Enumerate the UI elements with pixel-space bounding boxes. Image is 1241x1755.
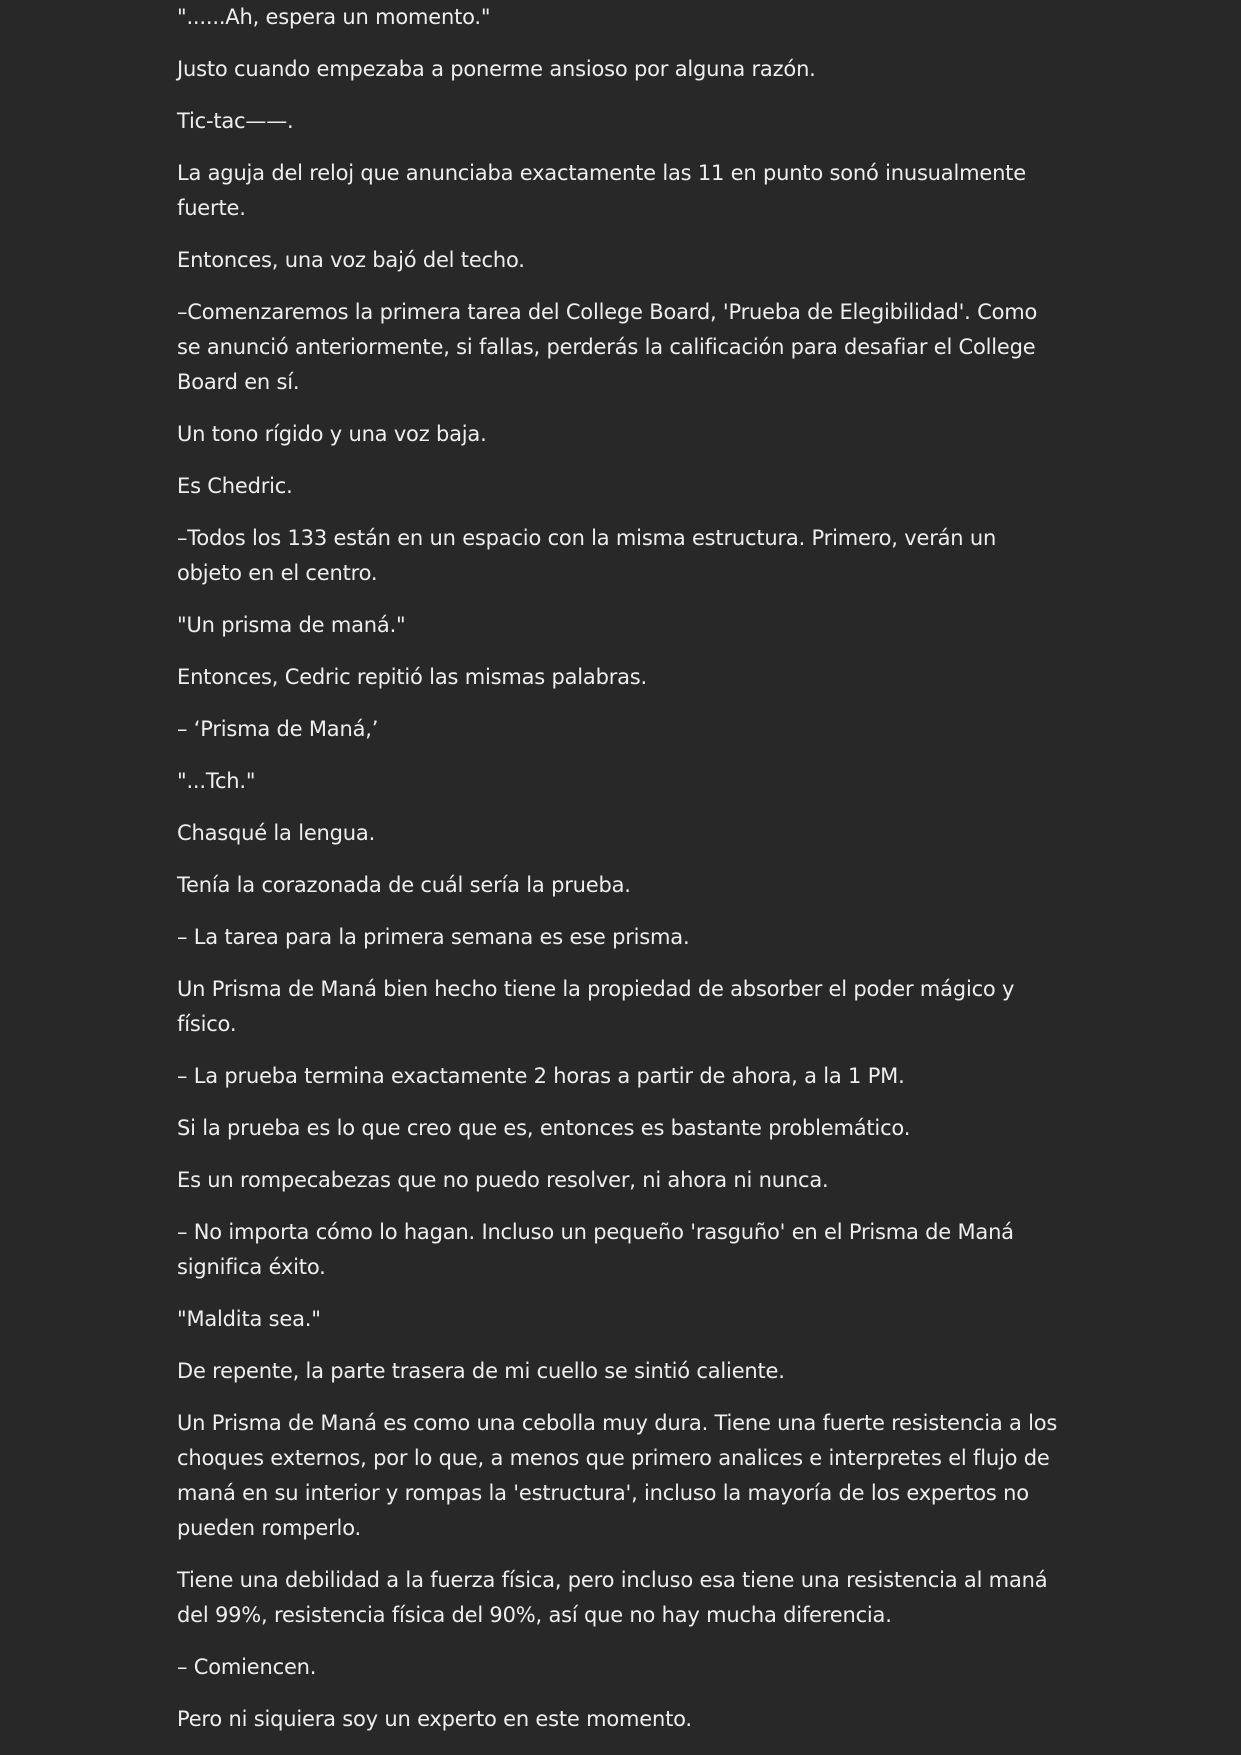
- paragraph: Es Chedric.: [177, 474, 293, 498]
- paragraph: De repente, la parte trasera de mi cuello se sintió caliente.: [177, 1359, 785, 1383]
- paragraph: –Comenzaremos la primera tarea del College Board, 'Prueba de Elegibilidad'. Como se anunció anteriormente, si fallas, perderás la calificación para desafiar el College Board en sí.: [177, 300, 1038, 394]
- paragraph: – Comiencen.: [177, 1655, 317, 1679]
- paragraph: "Un prisma de maná.": [177, 613, 406, 637]
- paragraph: Pero ni siquiera soy un experto en este momento.: [177, 1707, 692, 1731]
- paragraph: Entonces, Cedric repitió las mismas palabras.: [177, 665, 648, 689]
- paragraph: Un Prisma de Maná es como una cebolla muy dura. Tiene una fuerte resistencia a los choques externos, por lo que, a menos que primero analices e interpretes el flujo de maná en su interior y rompas la 'estructura', incluso la mayoría de los expertos no pueden romperlo.: [177, 1411, 1058, 1540]
- paragraph: Un Prisma de Maná bien hecho tiene la propiedad de absorber el poder mágico y físico.: [177, 977, 1015, 1036]
- paragraph: Tiene una debilidad a la fuerza física, pero incluso esa tiene una resistencia al maná del 99%, resistencia física del 90%, así que no hay mucha diferencia.: [177, 1568, 1048, 1627]
- paragraph: Justo cuando empezaba a ponerme ansioso por alguna razón.: [177, 57, 816, 81]
- paragraph: Entonces, una voz bajó del techo.: [177, 248, 525, 272]
- paragraph: Un tono rígido y una voz baja.: [177, 422, 487, 446]
- text-body: [177, 0, 1067, 1754]
- paragraph: "Maldita sea.": [177, 1307, 321, 1331]
- paragraph: "......Ah, espera un momento.": [177, 5, 491, 29]
- paragraph: "...Tch.": [177, 769, 256, 793]
- paragraph: – La tarea para la primera semana es ese prisma.: [177, 925, 690, 949]
- paragraph: La aguja del reloj que anunciaba exactamente las 11 en punto sonó inusualmente fuerte.: [177, 161, 1026, 220]
- paragraph: Tic-tac——.: [177, 109, 294, 133]
- paragraph: – No importa cómo lo hagan. Incluso un pequeño 'rasguño' en el Prisma de Maná significa éxito.: [177, 1220, 1014, 1279]
- paragraph: Tenía la corazonada de cuál sería la prueba.: [177, 873, 631, 897]
- paragraph: Chasqué la lengua.: [177, 821, 376, 845]
- paragraph: – ‘Prisma de Maná,’: [177, 717, 379, 741]
- paragraph: Es un rompecabezas que no puedo resolver, ni ahora ni nunca.: [177, 1168, 829, 1192]
- paragraph: Si la prueba es lo que creo que es, entonces es bastante problemático.: [177, 1116, 911, 1140]
- paragraph: –Todos los 133 están en un espacio con la misma estructura. Primero, verán un objeto en el centro.: [177, 526, 997, 585]
- paragraph: – La prueba termina exactamente 2 horas a partir de ahora, a la 1 PM.: [177, 1064, 905, 1088]
